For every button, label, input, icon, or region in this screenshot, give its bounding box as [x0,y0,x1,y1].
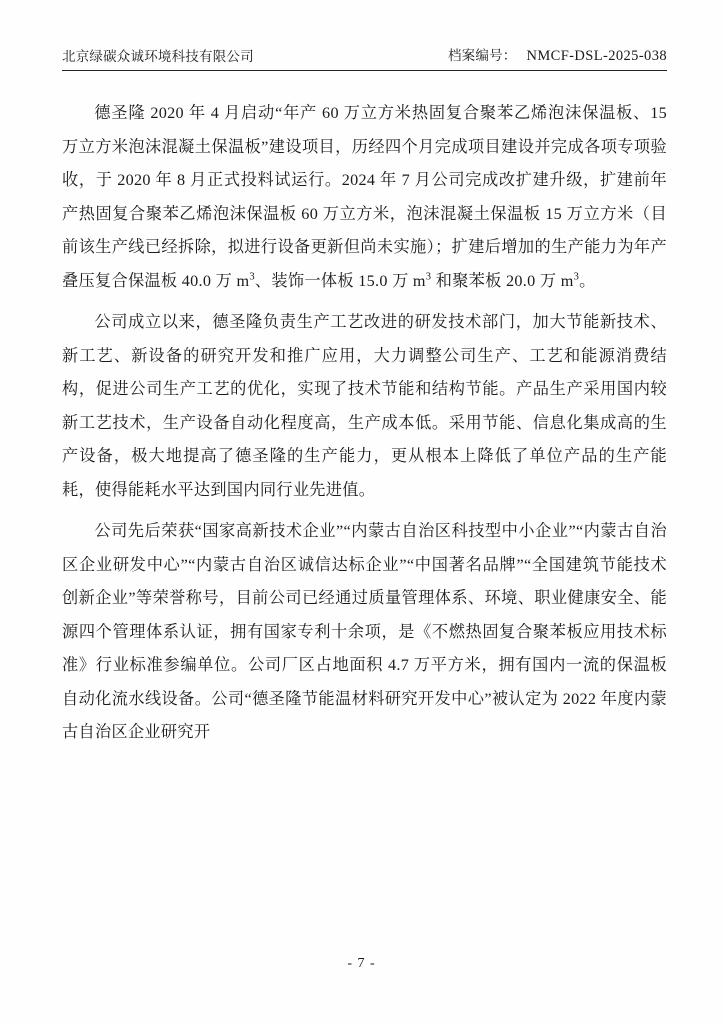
paragraph-3: 公司先后荣获“国家高新技术企业”“内蒙古自治区科技型中小企业”“内蒙古自治区企业研发中心”“内蒙古自治区诚信达标企业”“中国著名品牌”“全国建筑节能技术创新企业”等荣誉称号，目前公司已经通过质量管理体系、环境、职业健康安全、能源四个管理体系认证，拥有国家专利十余项，是《不燃热固复合聚苯板应用技术标准》行业标准参编单位。公司厂区占地面积 4.7 万平方米，拥有国内一流的保温板自动化流水线设备。公司“德圣隆节能温材料研究开发中心”被认定为 2022 年度内蒙古自治区企业研究开 [62,522,667,741]
archive-label: 档案编号： [447,48,517,63]
header-archive [448,44,667,65]
page-footer: - 7 - [347,956,376,971]
page-header [62,44,667,71]
header-company-name: 北京绿碳众诚环境科技有限公司 [62,49,254,64]
paragraph-1: 德圣隆 2020 年 4 月启动“年产 60 万立方米热固复合聚苯乙烯泡沫保温板、15 万立方米泡沫混凝土保温板”建设项目，历经四个月完成项目建设并完成各项专项验收，于 2020 年 8 月正式投料试运行。2024 年 7 月公司完成改扩建升级，扩建前年产热固复合聚苯乙烯泡沫保温板 60 万立方米，泡沫混凝土保温板 15 万立方米（目前该生产线已经拆除，拟进行设备更新但尚未实施）；扩建后增加的生产能力为年产叠压复合保温板 40.0 万 $m^3$、装饰一体板 15.0 万 $m^3$ 和聚苯板 20.0 万 $m^3$。 [62,104,667,290]
document-body [62,97,667,750]
archive-code: NMCF-DSL-2025-038 [526,48,667,64]
paragraph-2: 公司成立以来，德圣隆负责生产工艺改进的研发技术部门，加大节能新技术、新工艺、新设备的研究开发和推广应用，大力调整公司生产、工艺和能源消费结构，促进公司生产工艺的优化，实现了技术节能和结构节能。产品生产采用国内较新工艺技术，生产设备自动化程度高，生产成本低。采用节能、信息化集成高的生产设备，极大地提高了德圣隆的生产能力，更从根本上降低了单位产品的生产能耗，使得能耗水平达到国内同行业先进值。 [62,313,667,499]
